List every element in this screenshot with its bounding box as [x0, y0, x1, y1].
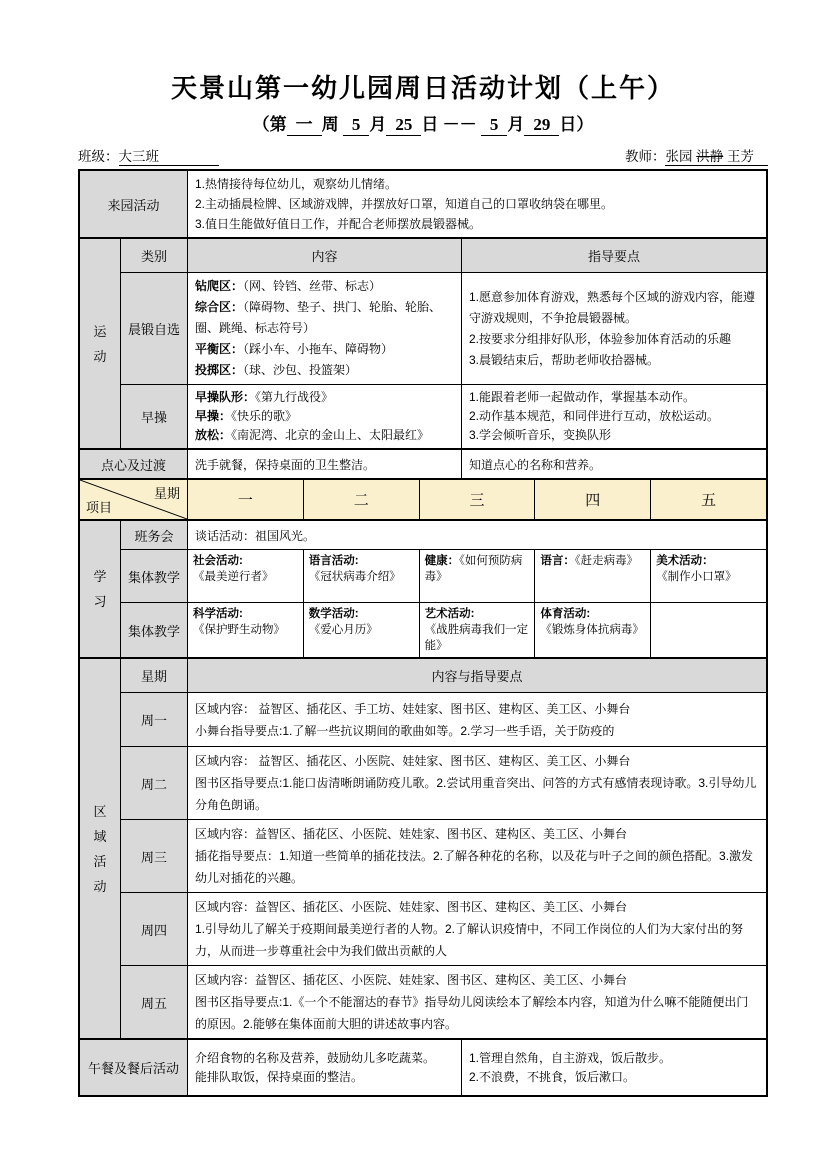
lesson-type: 科学活动: — [193, 608, 243, 620]
zone-content-line: 区域内容： 益智区、插花区、手工坊、娃娃家、图书区、建构区、美工区、小舞台 — [195, 701, 631, 716]
guide-line: 3.学会倾听音乐，变换队形 — [469, 428, 612, 442]
lesson-type: 艺术活动: — [424, 608, 475, 620]
class-label: 班级： — [78, 149, 119, 164]
lesson-type: 社会活动: — [193, 555, 243, 567]
page-title: 天景山第一幼儿园周日活动计划（上午） — [170, 74, 675, 103]
subtitle-text: 月 — [507, 115, 525, 134]
col-header-content: 内容 — [188, 239, 462, 272]
guide-line: 1.愿意参加体育游戏，熟悉每个区域的游戏内容，能遵守游戏规则，不争抢晨锻器械。 — [469, 289, 756, 325]
zone-activity-section — [80, 659, 766, 1040]
zone-items: （踩小车、小拖车、障碍物） — [243, 342, 394, 356]
study-vertical-label: 学习 — [93, 569, 107, 609]
zone-day-content — [188, 693, 766, 746]
lunch-content-line: 介绍食物的名称及营养，鼓励幼儿多吃蔬菜。 — [195, 1050, 436, 1065]
morning-exercise-guide — [462, 273, 766, 384]
lesson-cell — [188, 603, 304, 657]
corner-item-label: 项目 — [86, 500, 113, 515]
date-range-dash: －－ — [442, 115, 477, 134]
zone-guide-line: 插花指导要点：1.知道一些简单的插花技法。2.了解各种花的名称，以及花与叶子之间的颜色搭配。3.激发幼儿对插花的兴趣。 — [195, 849, 754, 885]
day-header-tue: 二 — [304, 480, 420, 519]
lesson-cell — [304, 603, 420, 657]
lesson-title: 《爱心月历》 — [308, 624, 378, 636]
study-label-cell — [80, 521, 121, 657]
drill-line — [195, 388, 454, 407]
zone-day-label: 周四 — [121, 893, 188, 965]
lesson-type: 语言活动: — [308, 555, 359, 567]
lesson-cell-empty — [651, 603, 766, 657]
lesson-cell — [188, 550, 304, 602]
study-section — [80, 521, 766, 659]
teacher-name-1: 张园 — [665, 149, 697, 164]
lesson-type: 数学活动: — [308, 608, 359, 620]
teacher-name-2-struck: 洪静 — [696, 149, 724, 164]
class-value: 大三班 — [119, 145, 220, 166]
lesson-type: 健康： — [424, 555, 460, 567]
morning-drill-content — [188, 385, 462, 448]
zone-row-friday — [121, 966, 766, 1038]
drill-name: 早操： — [195, 409, 232, 423]
snack-guide-cell: 知道点心的名称和营养。 — [469, 457, 602, 472]
class-meeting-row — [121, 521, 766, 550]
lesson-title: 《战胜病毒我们一定能》 — [424, 624, 529, 652]
zone-day-label: 周五 — [121, 966, 188, 1038]
zone-line — [195, 360, 454, 381]
lesson-type: 美术活动： — [656, 555, 714, 567]
zone-name: 平衡区： — [195, 342, 244, 356]
snack-content-cell: 洗手就餐，保持桌面的卫生整洁。 — [188, 450, 462, 478]
zone-line — [195, 276, 454, 297]
drill-name: 早操队形： — [195, 390, 256, 404]
zone-line — [195, 297, 454, 339]
zone-row-tuesday — [121, 747, 766, 820]
group-teaching-label: 集体教学 — [121, 550, 188, 602]
teacher-field — [625, 145, 768, 166]
lesson-title: 《锻炼身体抗病毒》 — [540, 624, 644, 636]
zone-items: （障碍物、垫子、拱门、轮胎、轮胎、圈、跳绳、标志符号） — [195, 300, 442, 335]
zone-items: （网、铃铛、丝带、标志） — [243, 279, 382, 293]
plan-table — [78, 169, 768, 1097]
morning-exercise-row — [121, 273, 766, 385]
guide-line: 1.能跟着老师一起做动作，掌握基本动作。 — [469, 390, 696, 404]
sport-section — [80, 239, 766, 450]
drill-items: 《第九行战役》 — [255, 390, 334, 404]
lesson-cell — [420, 550, 536, 602]
day-header-wed: 三 — [420, 480, 536, 519]
zone-body — [121, 659, 766, 1038]
drill-items: 《快乐的歌》 — [231, 409, 298, 423]
zone-guide-line: 图书区指导要点:1.能口齿清晰朗诵防疫儿歌。2.尝试用重音突出、问答的方式有感情表现诗歌。3.引导幼儿分角色朗诵。 — [195, 776, 757, 812]
zone-week-header: 星期 — [121, 659, 188, 692]
lunch-guide-cell — [462, 1040, 766, 1095]
lesson-title: 《保护野生动物》 — [193, 624, 285, 636]
drill-line — [195, 407, 454, 426]
group-teaching-label: 集体教学 — [121, 603, 188, 657]
class-meeting-content: 谈话活动：祖国风光。 — [195, 528, 316, 543]
zone-header-row — [121, 659, 766, 693]
end-month-blank: 5 — [481, 115, 508, 136]
start-day-blank: 25 — [386, 115, 421, 136]
guide-line: 2.动作基本规范，和同伴进行互动，放松运动。 — [469, 409, 720, 423]
sport-header-row — [121, 239, 766, 273]
zone-day-content — [188, 747, 766, 819]
class-meeting-label: 班务会 — [121, 521, 188, 549]
zone-line — [195, 339, 454, 360]
col-header-type: 类别 — [121, 239, 188, 272]
zone-content-line: 区域内容：益智区、插花区、小医院、娃娃家、图书区、建构区、美工区、小舞台 — [195, 973, 628, 987]
lesson-title: 《制作小口罩》 — [656, 571, 737, 583]
sport-vertical-label: 运动 — [93, 323, 107, 364]
teacher-name-3: 王芳 — [723, 149, 754, 164]
sport-label-cell — [80, 239, 121, 448]
arrival-line: 3.值日生能做好值日工作，并配合老师摆放晨锻器械。 — [195, 217, 482, 231]
sport-body — [121, 239, 766, 448]
zone-guide-line: 图书区指导要点:1.《一个不能溜达的春节》指导幼儿阅读绘本了解绘本内容，知道为什么嘛不能随便出门的原因。2.能够在集体面前大胆的讲述故事内容。 — [195, 995, 749, 1031]
guide-line: 3.晨锻结束后，帮助老师收拾器械。 — [469, 352, 660, 367]
lesson-cell — [535, 550, 651, 602]
arrival-label-cell: 来园活动 — [80, 171, 188, 237]
lesson-title: 《赶走病毒》 — [574, 555, 639, 567]
lunch-guide-line: 2.不浪费，不挑食，饭后漱口。 — [469, 1069, 636, 1084]
lunch-content-cell — [188, 1040, 462, 1095]
day-header-thu: 四 — [535, 480, 651, 519]
zone-label-cell — [80, 659, 121, 1038]
subtitle-prefix: （第 — [252, 115, 287, 134]
week-corner-cell — [80, 480, 188, 519]
zone-content-line: 区域内容：益智区、插花区、小医院、娃娃家、图书区、建构区、美工区、小舞台 — [195, 900, 628, 914]
lunch-content-line: 能排队取饭，保持桌面的整洁。 — [195, 1069, 364, 1084]
col-header-guide: 指导要点 — [462, 239, 766, 272]
lesson-cell — [651, 550, 766, 602]
teacher-value — [665, 145, 768, 166]
lesson-cell — [304, 550, 420, 602]
lunch-label-cell: 午餐及餐后活动 — [80, 1040, 188, 1095]
teacher-label: 教师： — [624, 149, 666, 164]
lesson-cell — [535, 603, 651, 657]
zone-day-content — [188, 820, 766, 892]
class-field — [78, 145, 219, 166]
subtitle-text: 日） — [559, 115, 594, 134]
morning-exercise-content — [188, 273, 462, 384]
start-month-blank: 5 — [343, 115, 370, 136]
morning-exercise-label: 晨锻自选 — [121, 273, 188, 384]
zone-day-content — [188, 893, 766, 965]
weekly-plan-document — [78, 68, 768, 1097]
zone-name: 投掷区： — [195, 363, 244, 377]
arrival-line: 2.主动插晨检牌、区域游戏牌，并摆放好口罩，知道自己的口罩收纳袋在哪里。 — [195, 197, 614, 211]
lesson-title: 《冠状病毒介绍》 — [308, 571, 401, 583]
drill-name: 放松： — [195, 428, 232, 442]
study-body — [121, 521, 766, 657]
zone-items: （球、沙包、投篮架） — [243, 363, 358, 377]
subtitle-text: 周 — [321, 115, 339, 134]
zone-day-label: 周三 — [121, 820, 188, 892]
lesson-title: 《如何预防病毒》 — [424, 555, 523, 583]
arrival-row — [80, 171, 766, 239]
snack-label-cell: 点心及过渡 — [80, 450, 188, 478]
lesson-type: 语言： — [540, 555, 575, 567]
drill-items: 《南泥湾、北京的金山上、太阳最红》 — [231, 428, 430, 442]
snack-row — [80, 450, 766, 480]
lesson-type: 体育活动: — [540, 608, 591, 620]
lunch-row — [80, 1040, 766, 1095]
guide-line: 2.按要求分组排好队形，体验参加体育活动的乐趣 — [469, 331, 732, 346]
morning-drill-label: 早操 — [121, 385, 188, 448]
corner-week-label: 星期 — [153, 486, 180, 501]
zone-name: 综合区： — [195, 300, 244, 314]
morning-drill-row — [121, 385, 766, 448]
zone-row-wednesday — [121, 820, 766, 893]
zone-content-line: 区域内容：益智区、插花区、小医院、娃娃家、图书区、建构区、美工区、小舞台 — [195, 827, 628, 841]
subtitle-text: 日 — [421, 115, 439, 134]
zone-vertical-label: 区域活动 — [93, 803, 107, 894]
zone-day-content — [188, 966, 766, 1038]
subtitle-text: 月 — [369, 115, 387, 134]
zone-name: 钻爬区： — [195, 279, 244, 293]
zone-content-header: 内容与指导要点 — [188, 659, 766, 692]
lesson-title: 《最美逆行者》 — [193, 571, 274, 583]
end-day-blank: 29 — [524, 115, 559, 136]
lunch-guide-line: 1.管理自然角，自主游戏，饭后散步。 — [469, 1050, 672, 1065]
group-teaching-row-2 — [121, 603, 766, 657]
arrival-content-cell — [188, 171, 766, 237]
week-header-row — [80, 480, 766, 521]
day-header-fri: 五 — [701, 492, 717, 509]
arrival-line: 1.热情接待每位幼儿，观察幼儿情绪。 — [195, 177, 398, 191]
zone-day-label: 周二 — [121, 747, 188, 819]
zone-day-label: 周一 — [121, 693, 188, 746]
morning-drill-guide — [462, 385, 766, 448]
week-number-blank: 一 — [287, 110, 322, 136]
zone-content-line: 区域内容： 益智区、插花区、小医院、娃娃家、图书区、建构区、美工区、小舞台 — [195, 754, 631, 768]
info-line — [78, 145, 768, 166]
group-teaching-row-1 — [121, 550, 766, 603]
day-header-mon: 一 — [188, 480, 304, 519]
zone-guide-line: 1.引导幼儿了解关于疫期间最美逆行者的人物。2.了解认识疫情中，不同工作岗位的人们为大家付出的努力，从而进一步尊重社会中为我们做出贡献的人 — [195, 922, 744, 958]
lesson-cell — [420, 603, 536, 657]
zone-guide-line: 小舞台指导要点:1.了解一些抗议期间的歌曲如等。2.学习一些手语，关于防疫的 — [195, 723, 615, 738]
zone-row-monday — [121, 693, 766, 747]
drill-line — [195, 426, 454, 445]
subtitle-week-range — [78, 110, 768, 136]
zone-row-thursday — [121, 893, 766, 966]
